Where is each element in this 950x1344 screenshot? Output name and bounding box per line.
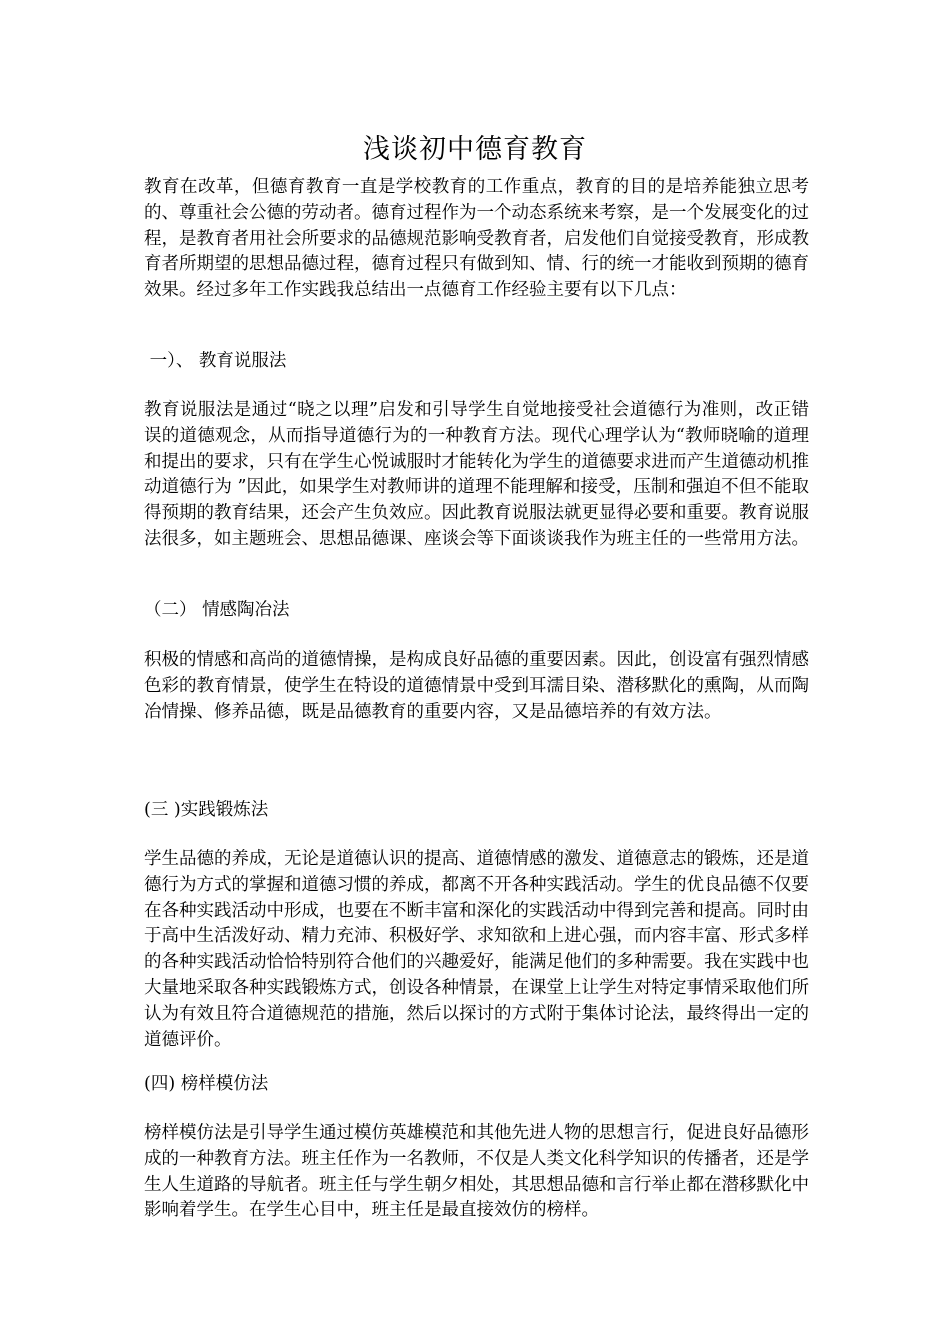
section-1-body: 教育说服法是通过“晓之以理”启发和引导学生自觉地接受社会道德行为准则，改正错误的道德观念，从而指导道德行为的一种教育方法。现代心理学认为“教师晓喻的道理和提出的要求，只有在学生心悦诚服时才能转化为学生的道德要求进而产生道德动机推动道德行为 ”因此，如果学生对教师讲的道理不能理解和接受，压制和强迫不但不能取得预期的教育结果，还会产生负效应。因此教育说服法就更显得必要和重要。教育说服法很多，如主题班会、思想品德课、座谈会等下面谈谈我作为班主任的一些常用方法。 (144, 400, 809, 549)
section-2-heading: （二） 情感陶冶法 (144, 600, 290, 620)
section-1-heading: 一）、 教育说服法 (144, 351, 287, 371)
section-4-heading: (四) 榜样模仿法 (144, 1074, 269, 1094)
intro-paragraph: 教育在改革，但德育教育一直是学校教育的工作重点，教育的目的是培养能独立思考的、尊重社会公德的劳动者。德育过程作为一个动态系统来考察，是一个发展变化的过程，是教育者用社会所要求的品德规范影响受教育者，启发他们自觉接受教育，形成教育者所期望的思想品德过程，德育过程只有做到知、情、行的统一才能收到预期的德育效果。经过多年工作实践我总结出一点德育工作经验主要有以下几点： (144, 177, 809, 301)
section-3-heading: (三 )实践锻炼法 (144, 800, 269, 820)
document-title: 浅谈初中德育教育 (363, 134, 587, 165)
section-4-body: 榜样模仿法是引导学生通过模仿英雄模范和其他先进人物的思想言行，促进良好品德形成的一种教育方法。班主任作为一名教师，不仅是人类文化科学知识的传播者，还是学生人生道路的导航者。班主任与学生朝夕相处，其思想品德和言行举止都在潜移默化中影响着学生。在学生心目中，班主任是最直接效仿的榜样。 (144, 1123, 809, 1221)
section-3-body: 学生品德的养成，无论是道德认识的提高、道德情感的激发、道德意志的锻炼，还是道德行为方式的掌握和道德习惯的养成，都离不开各种实践活动。学生的优良品德不仅要在各种实践活动中形成，也要在不断丰富和深化的实践活动中得到完善和提高。同时由于高中生活泼好动、精力充沛、积极好学、求知欲和上进心强，而内容丰富、形式多样的各种实践活动恰恰特别符合他们的兴趣爱好，能满足他们的多种需要。我在实践中也大量地采取各种实践锻炼方式，创设各种情景，在课堂上让学生对特定事情采取他们所认为有效且符合道德规范的措施，然后以探讨的方式附于集体讨论法，最终得出一定的道德评价。 (144, 849, 809, 1050)
section-2-body: 积极的情感和高尚的道德情操，是构成良好品德的重要因素。因此，创设富有强烈情感色彩的教育情景，使学生在特设的道德情景中受到耳濡目染、潜移默化的熏陶，从而陶冶情操、修养品德，既是品德教育的重要内容，又是品德培养的有效方法。 (144, 650, 809, 722)
